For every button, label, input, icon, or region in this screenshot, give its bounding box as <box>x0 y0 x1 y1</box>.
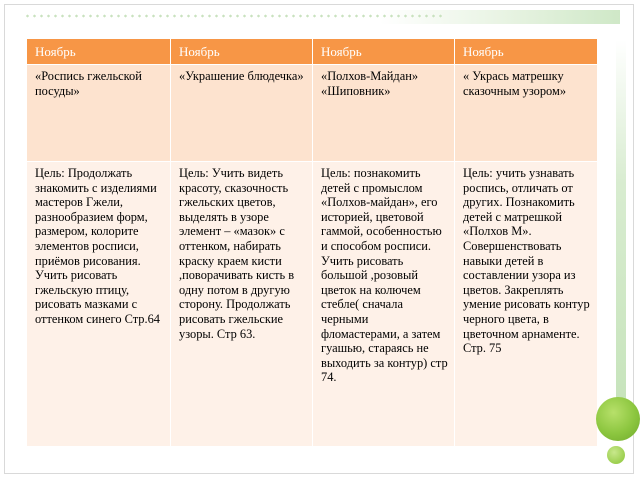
plan-table <box>27 39 598 447</box>
header-cell-1: Ноябрь <box>27 39 171 65</box>
goal-cell-3: Цель: познакомить детей с промыслом «Полхов-майдан», его историей, цветовой гаммой, особенностью и способом росписи. Учить рисовать большой ,розовый цветок на колючем стебле( сначала черными фломастерами, а затем гуашью, стараясь не выходить за контур) стр 74. <box>313 162 455 447</box>
header-cell-4: Ноябрь <box>455 39 598 65</box>
side-decoration-stripe <box>616 40 626 400</box>
goal-cell-1: Цель: Продолжать знакомить с изделиями мастеров Гжели, разнообразием форм, размером, колорите элементов росписи, приёмов рисования. Учить рисовать гжельскую птицу, рисовать мазками с оттенком синего Стр.64 <box>27 162 171 447</box>
goal-cell-4: Цель: учить узнавать роспись, отличать от других. Познакомить детей с матрешкой «Полхов М». Совершенствовать навыки детей в составлении узора из цветов. Закреплять умение рисовать контур черного цвета, в цветочном арнаменте. Стр. 75 <box>455 162 598 447</box>
title-cell-2: «Украшение блюдечка» <box>171 65 313 162</box>
top-dotted-pattern <box>24 13 444 19</box>
small-green-circle-decoration <box>607 446 625 464</box>
goal-cell-2: Цель: Учить видеть красоту, сказочность гжельских цветов, выделять в узоре элемент – «мазок» с оттенком, набирать краску краем кисти ,поворачивать кисть в одну потом в другую сторону. Продолжать рисовать гжельские узоры. Стр 63. <box>171 162 313 447</box>
title-cell-3: «Полхов-Майдан» «Шиповник» <box>313 65 455 162</box>
title-cell-4: « Укрась матрешку сказочным узором» <box>455 65 598 162</box>
header-cell-2: Ноябрь <box>171 39 313 65</box>
green-circle-decoration <box>596 397 640 441</box>
title-cell-1: «Роспись гжельской посуды» <box>27 65 171 162</box>
header-cell-3: Ноябрь <box>313 39 455 65</box>
